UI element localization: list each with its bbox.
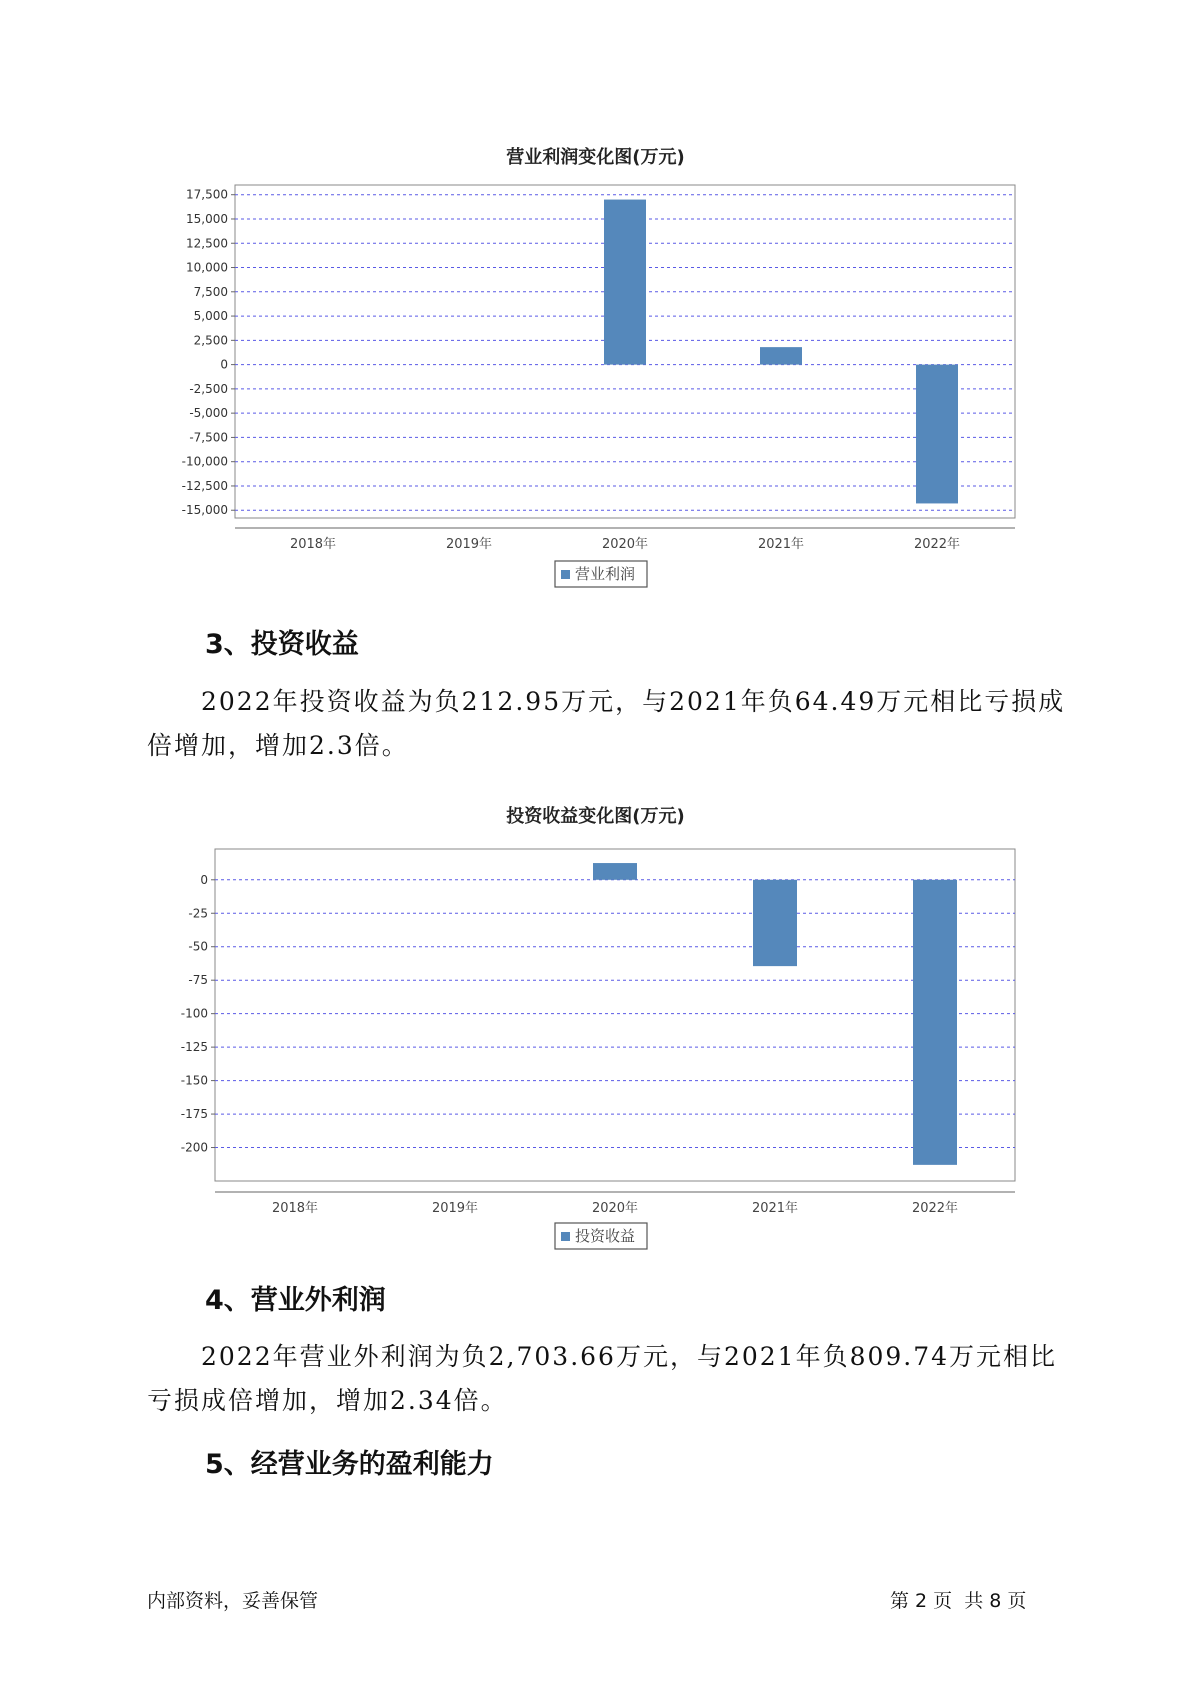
legend — [555, 561, 647, 587]
y-tick-label: 17,500 — [186, 187, 228, 202]
chart-title-operating-profit: 营业利润变化图(万元) — [506, 147, 685, 168]
x-tick-label: 2018年 — [289, 537, 337, 552]
y-tick-label: -200 — [180, 1140, 208, 1155]
x-tick-label: 2019年 — [445, 537, 493, 552]
bar — [604, 200, 646, 365]
y-tick-label: -175 — [180, 1107, 208, 1122]
bar — [753, 880, 797, 966]
section-text-investment-income: 2022年投资收益为负212.95万元，与2021年负64.49万元相比亏损成倍增加，增加2.3倍。 — [147, 687, 1066, 760]
y-tick-label: 10,000 — [186, 260, 228, 275]
legend-label: 营业利润 — [575, 565, 636, 583]
y-tick-label: 0 — [200, 872, 208, 887]
y-tick-label: -125 — [180, 1040, 208, 1055]
x-tick-label: 2018年 — [271, 1201, 319, 1216]
y-tick-label: 0 — [220, 357, 228, 372]
y-tick-label: -25 — [188, 906, 208, 921]
bar — [760, 347, 802, 364]
x-tick-label: 2019年 — [431, 1201, 479, 1216]
section-heading-profitability: 5、经营业务的盈利能力 — [205, 1449, 494, 1480]
y-tick-label: -2,500 — [189, 381, 228, 396]
legend-swatch — [561, 570, 570, 579]
plot-area — [215, 849, 1015, 1181]
y-tick-label: -75 — [188, 973, 208, 988]
y-tick-label: -10,000 — [181, 454, 228, 469]
y-tick-label: 12,500 — [186, 236, 228, 251]
legend-label: 投资收益 — [575, 1227, 636, 1245]
legend — [555, 1223, 647, 1249]
y-tick-label: 15,000 — [186, 211, 228, 226]
x-tick-label: 2020年 — [601, 537, 649, 552]
x-tick-label: 2020年 — [591, 1201, 639, 1216]
footer-confidential: 内部资料，妥善保管 — [147, 1590, 319, 1612]
chart-title-investment-income: 投资收益变化图(万元) — [506, 806, 685, 827]
x-tick-label: 2021年 — [751, 1201, 799, 1216]
x-tick-label: 2022年 — [913, 537, 961, 552]
x-tick-label: 2021年 — [757, 537, 805, 552]
y-tick-label: -150 — [180, 1073, 208, 1088]
legend-swatch — [561, 1232, 570, 1241]
y-tick-label: 7,500 — [193, 284, 228, 299]
x-tick-label: 2022年 — [911, 1201, 959, 1216]
y-tick-label: 5,000 — [193, 309, 228, 324]
bar — [913, 880, 957, 1165]
y-tick-label: -12,500 — [181, 478, 228, 493]
y-tick-label: 2,500 — [193, 333, 228, 348]
section-heading-investment-income: 3、投资收益 — [205, 629, 359, 660]
operating-profit-chart — [0, 170, 1191, 610]
y-tick-label: -100 — [180, 1006, 208, 1021]
footer-page-number: 第 2 页 共 8 页 — [890, 1590, 1027, 1612]
bar — [916, 365, 958, 504]
y-tick-label: -5,000 — [189, 406, 228, 421]
y-tick-label: -7,500 — [189, 430, 228, 445]
bar — [593, 863, 637, 880]
y-tick-label: -50 — [188, 939, 208, 954]
investment-income-chart — [0, 830, 1191, 1260]
section-heading-non-operating: 4、营业外利润 — [205, 1285, 386, 1316]
y-tick-label: -15,000 — [181, 503, 228, 518]
section-text-non-operating: 2022年营业外利润为负2,703.66万元，与2021年负809.74万元相比亏损成倍增加，增加2.34倍。 — [147, 1342, 1058, 1415]
